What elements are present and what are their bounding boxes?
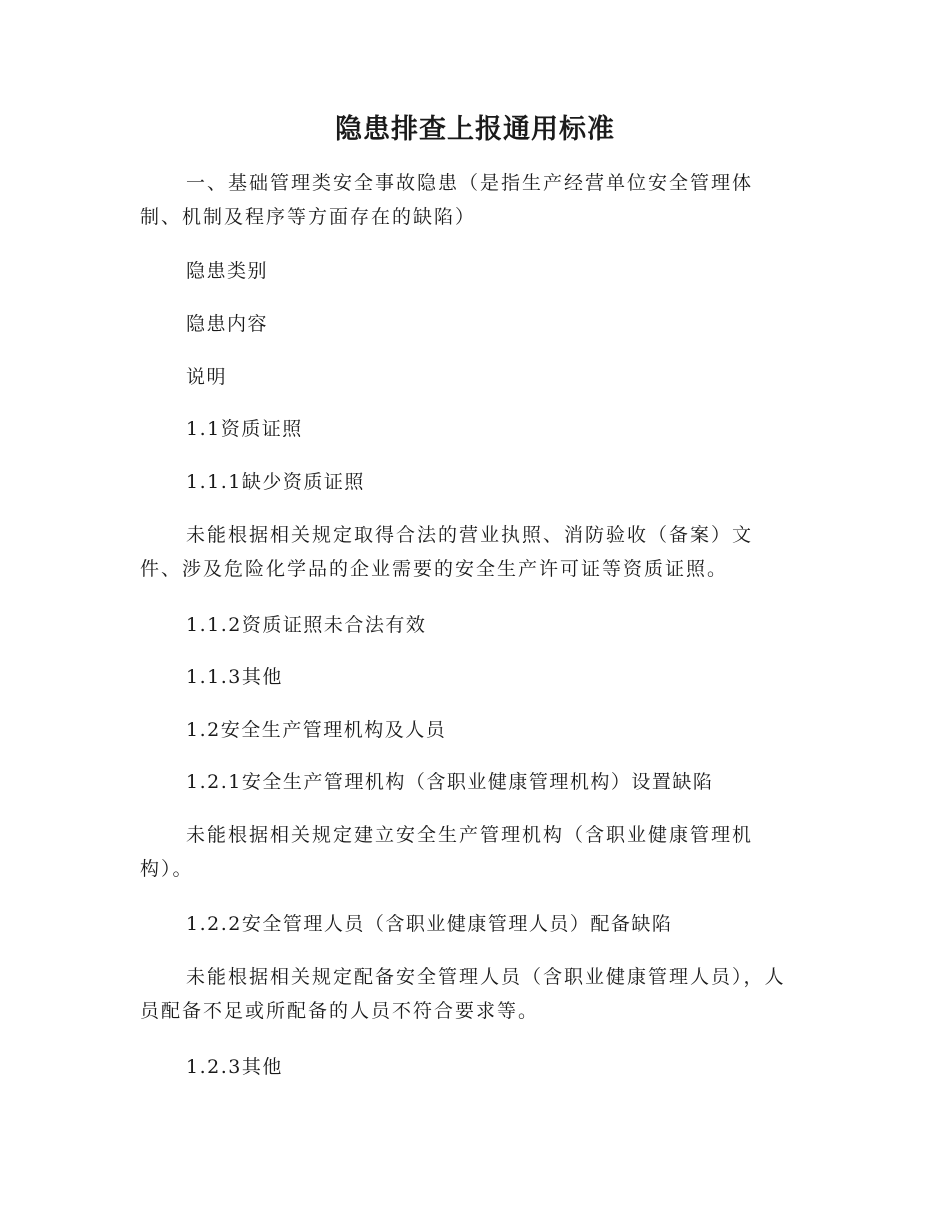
item-heading-1-1-3: 1.1.3其他 xyxy=(186,666,283,688)
header-category: 隐患类别 xyxy=(186,260,269,282)
header-content: 隐患内容 xyxy=(186,313,269,335)
header-note: 说明 xyxy=(186,366,228,388)
item-heading-1-1-1: 1.1.1缺少资质证照 xyxy=(186,471,365,493)
item-description-1-2-1: 未能根据相关规定建立安全生产管理机构（含职业健康管理机构）。 xyxy=(140,824,754,880)
section-intro-paragraph: 一、基础管理类安全事故隐患（是指生产经营单位安全管理体制、机制及程序等方面存在的缺陷） xyxy=(140,172,754,228)
item-heading-1-1-2: 1.1.2资质证照未合法有效 xyxy=(186,614,427,636)
item-heading-1-2-1: 1.2.1安全生产管理机构（含职业健康管理机构）设置缺陷 xyxy=(186,771,714,793)
item-heading-1-1: 1.1资质证照 xyxy=(186,418,303,440)
item-description-1-2-2: 未能根据相关规定配备安全管理人员（含职业健康管理人员），人员配备不足或所配备的人员不符合要求等。 xyxy=(140,966,786,1022)
document-title: 隐患排查上报通用标准 xyxy=(335,114,615,145)
item-heading-1-2-2: 1.2.2安全管理人员（含职业健康管理人员）配备缺陷 xyxy=(186,913,673,935)
item-description-1-1-1: 未能根据相关规定取得合法的营业执照、消防验收（备案）文件、涉及危险化学品的企业需要的安全生产许可证等资质证照。 xyxy=(140,524,754,580)
item-heading-1-2: 1.2安全生产管理机构及人员 xyxy=(186,719,447,741)
item-heading-1-2-3: 1.2.3其他 xyxy=(186,1056,283,1078)
